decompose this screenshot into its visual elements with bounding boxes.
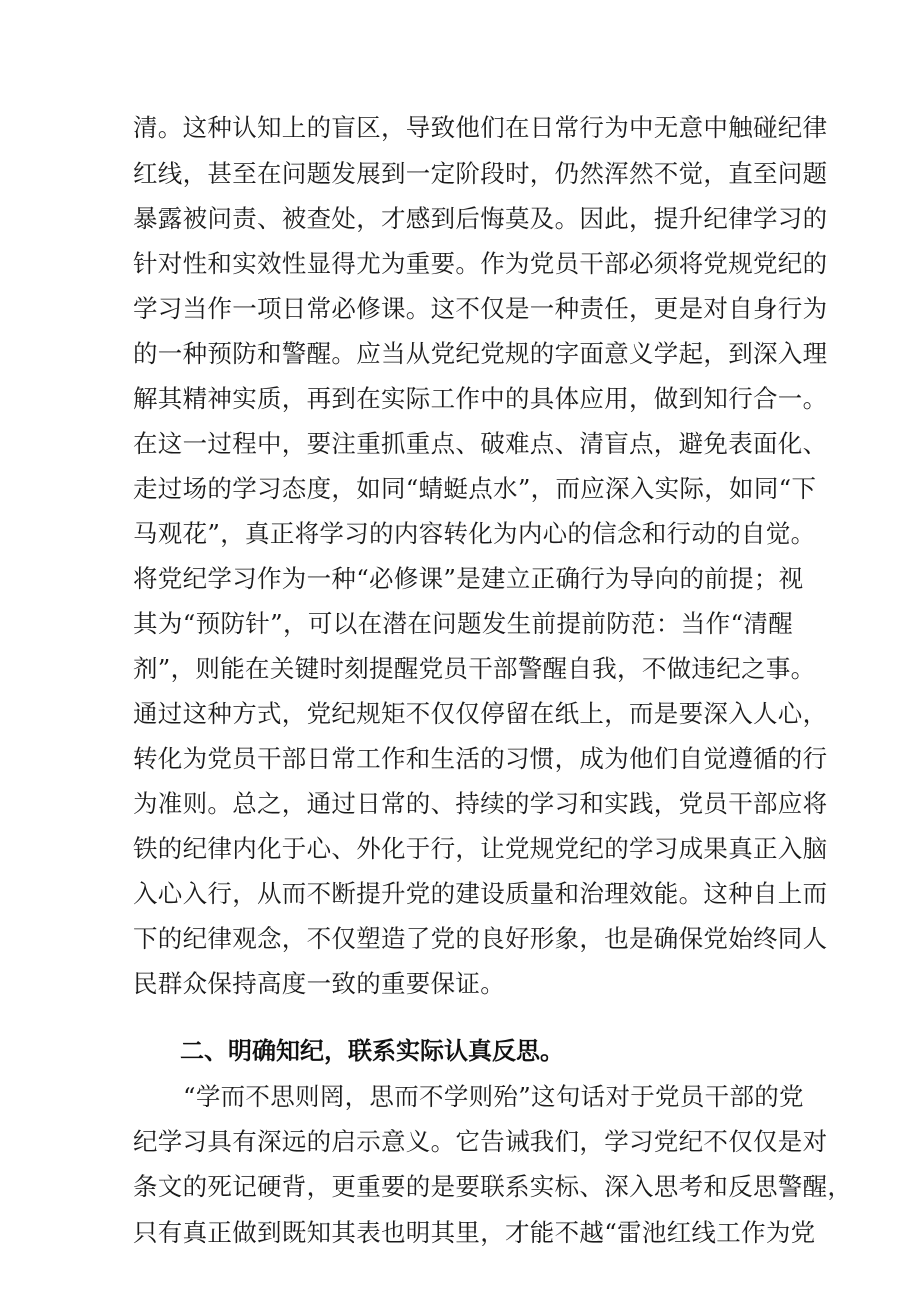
- text-line: 铁的纪律内化于心、外化于行，让党规党纪的学习成果真正入脑: [133, 834, 828, 863]
- text-line: 剂”，则能在关键时刻提醒党员干部警醒自我，不做违纪之事。: [133, 654, 816, 683]
- text-line: 通过这种方式，党纪规矩不仅仅停留在纸上，而是要深入人心，: [133, 699, 828, 728]
- text-line: 转化为党员干部日常工作和生活的习惯，成为他们自觉遵循的行: [133, 744, 828, 773]
- text-line: 红线，甚至在问题发展到一定阶段时，仍然浑然不觉，直至问题: [133, 159, 828, 188]
- text-line: 的一种预防和警醒。应当从党纪党规的字面意义学起，到深入理: [133, 339, 828, 368]
- text-line: 学习当作一项日常必修课。这不仅是一种责任，更是对自身行为: [133, 294, 828, 323]
- text-line: 针对性和实效性显得尤为重要。作为党员干部必须将党规党纪的: [133, 249, 828, 278]
- text-line: 将党纪学习作为一种“必修课”是建立正确行为导向的前提；视: [133, 564, 804, 593]
- text-line: 条文的死记硬背，更重要的是要联系实标、深入思考和反思警醒，: [133, 1172, 853, 1201]
- text-line: 下的纪律观念，不仅塑造了党的良好形象，也是确保党始终同人: [133, 924, 828, 953]
- text-line: “学而不思则罔，思而不学则殆”这句话对于党员干部的党: [183, 1082, 804, 1111]
- text-line: 马观花”，真正将学习的内容转化为内心的信念和行动的自觉。: [133, 519, 816, 548]
- text-line: 只有真正做到既知其表也明其里，才能不越“雷池红线工作为党: [133, 1218, 816, 1247]
- text-line: 纪学习具有深远的启示意义。它告诫我们，学习党纪不仅仅是对: [133, 1127, 828, 1156]
- section-heading: 二、明确知纪，联系实际认真反思。: [180, 1037, 564, 1065]
- text-line: 走过场的学习态度，如同“蜻蜓点水”，而应深入实际，如同“下: [133, 474, 817, 503]
- text-line: 为准则。总之，通过日常的、持续的学习和实践，党员干部应将: [133, 789, 828, 818]
- text-line: 其为“预防针”，可以在潜在问题发生前提前防范：当作“清醒: [133, 609, 793, 638]
- text-line: 入心入行，从而不断提升党的建设质量和治理效能。这种自上而: [133, 879, 828, 908]
- text-line: 民群众保持高度一致的重要保证。: [133, 969, 505, 998]
- text-line: 解其精神实质，再到在实际工作中的具体应用，做到知行合一。: [133, 384, 828, 413]
- text-line: 清。这种认知上的盲区，导致他们在日常行为中无意中触碰纪律: [133, 113, 828, 142]
- text-line: 暴露被问责、被查处，才感到后悔莫及。因此，提升纪律学习的: [133, 204, 828, 233]
- text-line: 在这一过程中，要注重抓重点、破难点、清盲点，避免表面化、: [133, 429, 828, 458]
